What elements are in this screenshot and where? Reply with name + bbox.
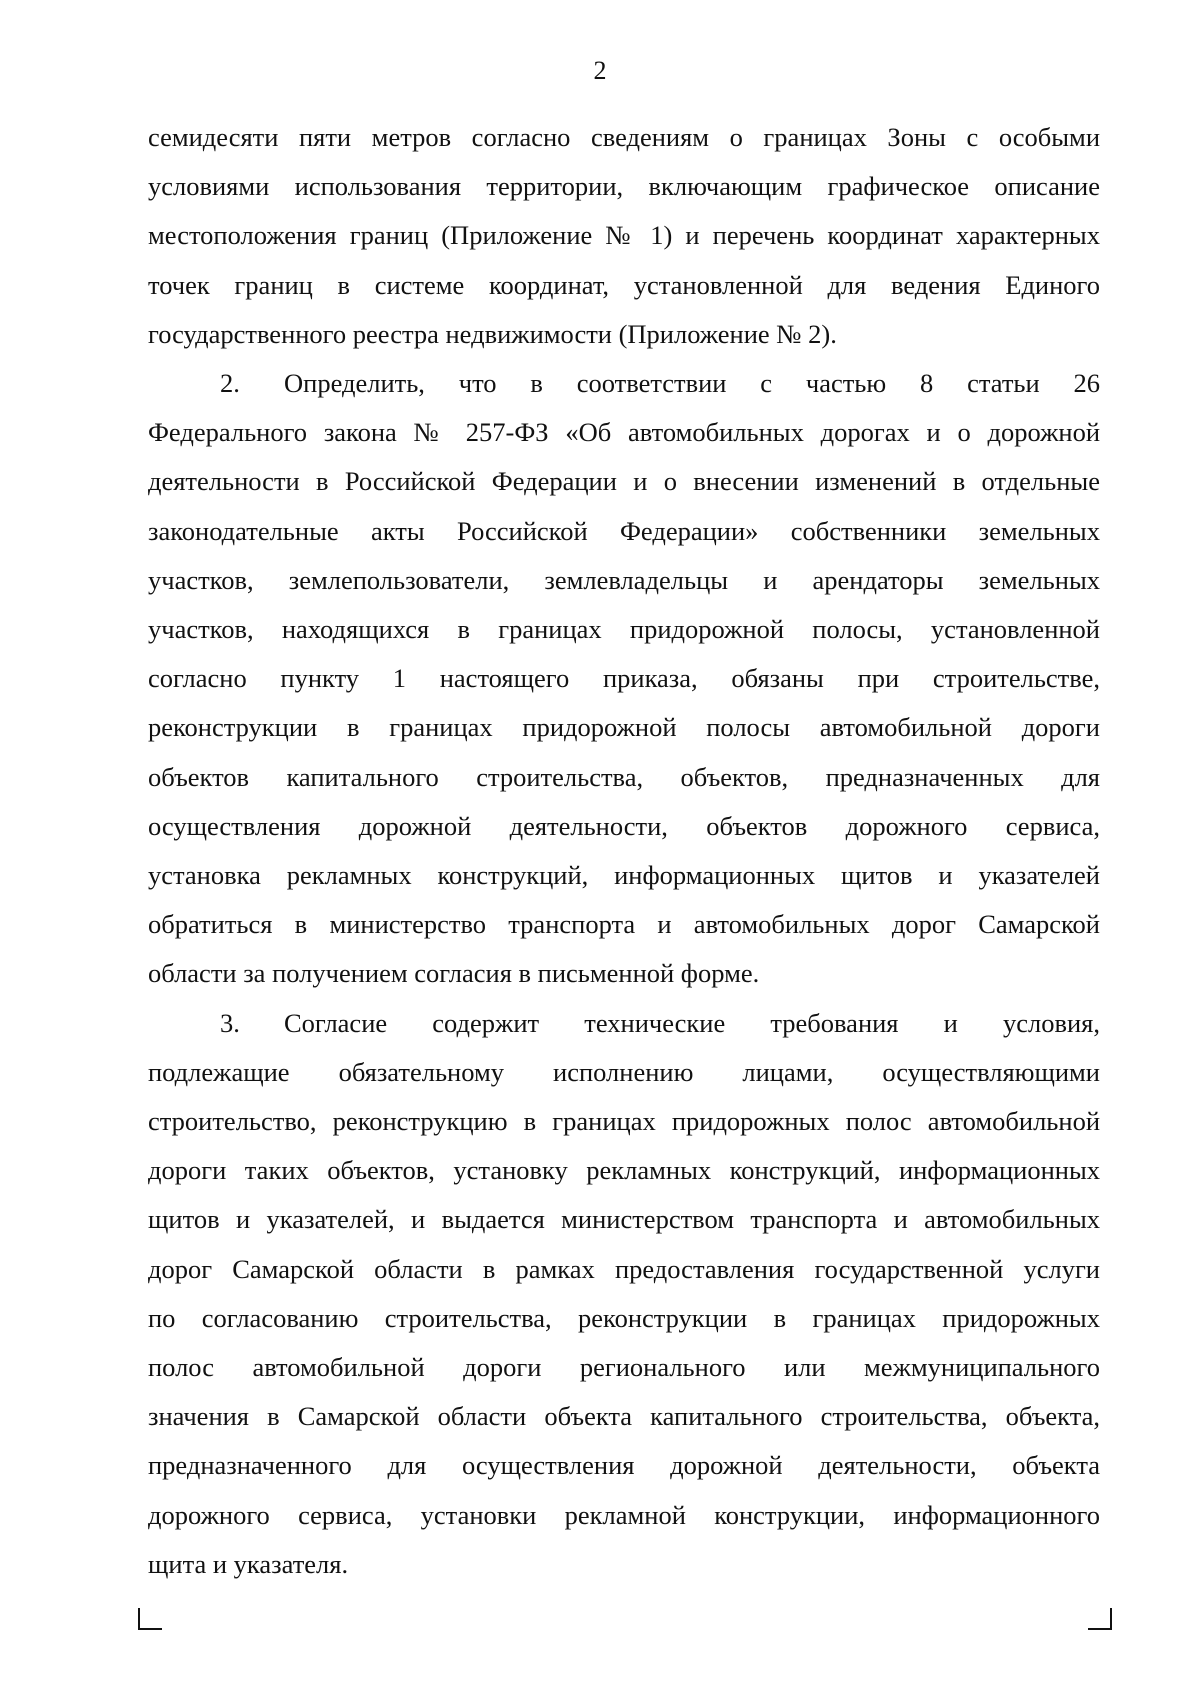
text-line: щита и указателя. bbox=[148, 1548, 349, 1579]
text-line: точек границ в системе координат, установленной для ведения Единого bbox=[148, 269, 1100, 300]
text-line: полос автомобильной дороги регионального или межмуниципального bbox=[148, 1352, 1100, 1383]
text-line: дороги таких объектов, установку рекламных конструкций, информационных bbox=[148, 1155, 1100, 1186]
text-line: дорожного сервиса, установки рекламной конструкции, информационного bbox=[148, 1499, 1100, 1530]
text-line: значения в Самарской области объекта капитального строительства, объекта, bbox=[148, 1401, 1100, 1432]
text-line: по согласованию строительства, реконструкции в границах придорожных bbox=[148, 1302, 1100, 1333]
text-line: государственного реестра недвижимости (Приложение № 2). bbox=[148, 318, 837, 349]
paragraph-number: 3. bbox=[220, 1007, 240, 1038]
text-line: обратиться в министерство транспорта и автомобильных дорог Самарской bbox=[148, 909, 1100, 940]
text-line: осуществления дорожной деятельности, объектов дорожного сервиса, bbox=[148, 810, 1100, 841]
paragraph-3 bbox=[148, 999, 1100, 1589]
text-line: Согласие содержит технические требования и условия, bbox=[284, 1007, 1100, 1038]
text-line: предназначенного для осуществления дорожной деятельности, объекта bbox=[148, 1450, 1100, 1481]
text-line-first bbox=[148, 359, 1100, 408]
text-line: дорог Самарской области в рамках предоставления государственной услуги bbox=[148, 1253, 1100, 1284]
text-line: щитов и указателей, и выдается министерством транспорта и автомобильных bbox=[148, 1204, 1100, 1235]
text-line: семидесяти пяти метров согласно сведениям о границах Зоны с особыми bbox=[148, 122, 1100, 152]
page-number: 2 bbox=[593, 56, 607, 85]
text-line: объектов капитального строительства, объектов, предназначенных для bbox=[148, 761, 1100, 792]
text-line: местоположения границ (Приложение № 1) и перечень координат характерных bbox=[148, 220, 1100, 251]
text-line: реконструкции в границах придорожной полосы автомобильной дороги bbox=[148, 712, 1100, 743]
text-line: участков, землепользователи, землевладельцы и арендаторы земельных bbox=[148, 564, 1100, 595]
text-line: законодательные акты Российской Федерации» собственники земельных bbox=[148, 515, 1100, 546]
text-line: Федерального закона № 257-ФЗ «Об автомобильных дорогах и о дорожной bbox=[148, 417, 1100, 448]
text-line-first bbox=[148, 999, 1100, 1048]
text-line: деятельности в Российской Федерации и о внесении изменений в отдельные bbox=[148, 466, 1100, 497]
paragraph-number: 2. bbox=[220, 368, 240, 399]
text-line: Определить, что в соответствии с частью 8 статьи 26 bbox=[284, 368, 1100, 399]
text-line: области за получением согласия в письменной форме. bbox=[148, 958, 760, 989]
document-body bbox=[148, 113, 1100, 1589]
text-line: подлежащие обязательному исполнению лицами, осуществляющими bbox=[148, 1056, 1100, 1087]
text-line: строительство, реконструкцию в границах придорожных полос автомобильной bbox=[148, 1106, 1100, 1137]
text-line: установка рекламных конструкций, информационных щитов и указателей bbox=[148, 860, 1100, 891]
corner-mark-right bbox=[1088, 1608, 1112, 1630]
paragraph-1-continuation bbox=[148, 113, 1100, 359]
corner-mark-left bbox=[138, 1608, 162, 1630]
text-line: согласно пункту 1 настоящего приказа, обязаны при строительстве, bbox=[148, 663, 1100, 694]
paragraph-2 bbox=[148, 359, 1100, 999]
text-line: условиями использования территории, включающим графическое описание bbox=[148, 171, 1100, 202]
text-line: участков, находящихся в границах придорожной полосы, установленной bbox=[148, 614, 1100, 645]
